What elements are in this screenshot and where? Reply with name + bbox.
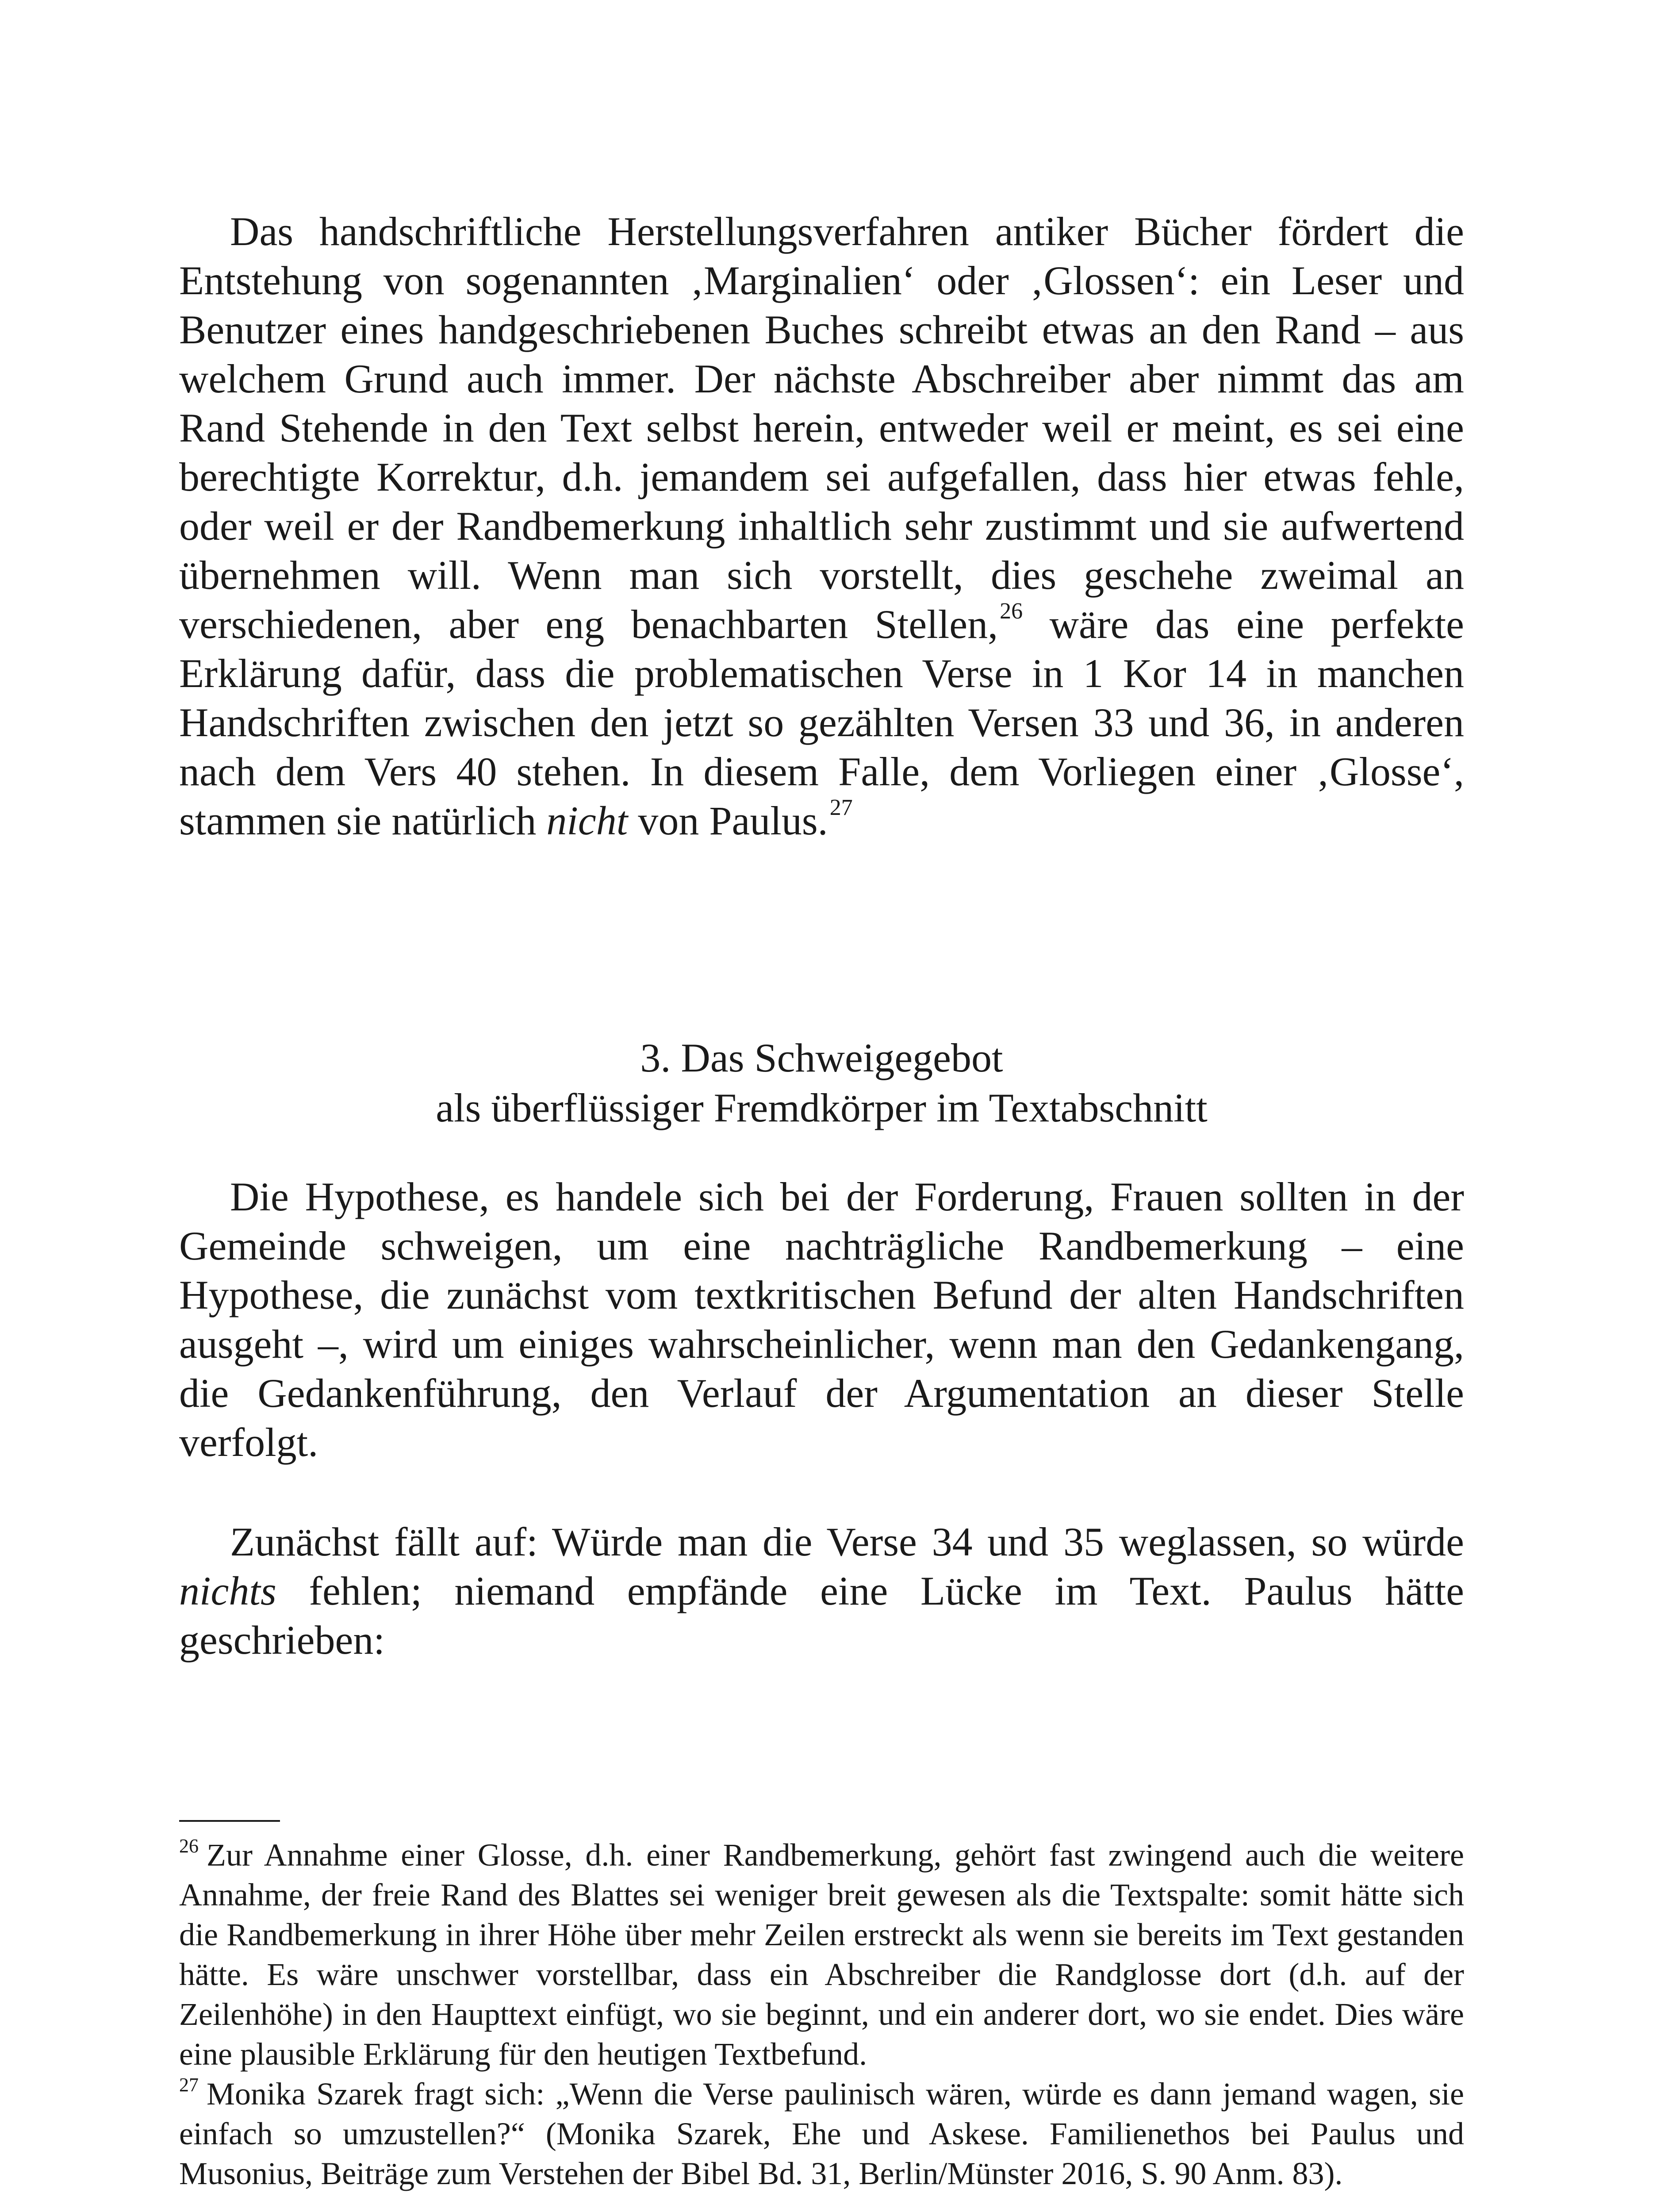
- footnotes-section: [179, 1835, 1464, 2193]
- footnote-26: [179, 1835, 1464, 2074]
- emphasis-text: nicht: [546, 798, 628, 843]
- section-heading: [179, 1033, 1464, 1133]
- footnote-reference-26[interactable]: 26: [1000, 599, 1023, 624]
- section-heading-line-1: 3. Das Schweigegebot: [640, 1035, 1003, 1080]
- section-heading-line-2: als überflüssiger Fremdkörper im Textabschnitt: [436, 1085, 1208, 1130]
- footnote-number: 27: [179, 2074, 199, 2096]
- footnote-text: Monika Szarek fragt sich: „Wenn die Verse paulinisch wären, würde es dann jemand wagen, sie einfach so umzustellen?“ (Monika Szarek, Ehe und Askese. Familienethos bei Paulus und Musonius, Beiträge zum Verstehen der Bibel Bd. 31, Berlin/Münster 2016, S. 90 Anm. 83).: [179, 2076, 1464, 2191]
- footnote-separator: [179, 1820, 280, 1822]
- emphasis-text: nichts: [179, 1568, 276, 1613]
- paragraph-text: Zunächst fällt auf: Würde man die Verse 34 und 35 weglassen, so würde: [230, 1519, 1464, 1564]
- footnote-27: [179, 2074, 1464, 2193]
- paragraph-text: wäre das eine perfekte Erklärung dafür, dass die problematischen Verse in 1 Kor 14 in manchen Handschriften zwischen den jetzt so gezählten Versen 33 und 36, in anderen nach dem Vers 40 stehen. In diesem Falle, dem Vorliegen einer ‚Glosse‘, stammen sie natürlich: [179, 602, 1464, 843]
- body-paragraph-3: [179, 1517, 1464, 1665]
- paragraph-text: fehlen; niemand empfände eine Lücke im Text. Paulus hätte geschrieben:: [179, 1568, 1464, 1663]
- body-paragraph-1: [179, 207, 1464, 845]
- paragraph-text: Das handschriftliche Herstellungsverfahren antiker Bücher fördert die Entstehung von sogenannten ‚Marginalien‘ oder ‚Glossen‘: ein Leser und Benutzer eines handgeschriebenen Buches schreibt etwas an den Rand – aus welchem Grund auch immer. Der nächste Abschreiber aber nimmt das am Rand Stehende in den Text selbst herein, entweder weil er meint, es sei eine berechtigte Korrektur, d.h. jemandem sei aufgefallen, dass hier etwas fehle, oder weil er der Randbemerkung inhaltlich sehr zustimmt und sie aufwertend übernehmen will. Wenn man sich vorstellt, dies geschehe zweimal an verschiedenen, aber eng benachbarten Stellen,: [179, 209, 1464, 647]
- footnote-reference-27[interactable]: 27: [829, 795, 853, 820]
- footnote-number: 26: [179, 1835, 199, 1857]
- paragraph-text: von Paulus.: [628, 798, 828, 843]
- footnote-text: Zur Annahme einer Glosse, d.h. einer Randbemerkung, gehört fast zwingend auch die weitere Annahme, der freie Rand des Blattes sei weniger breit gewesen als die Textspalte: somit hätte sich die Randbemerkung in ihrer Höhe über mehr Zeilen erstreckt als wenn sie bereits im Text gestanden hätte. Es wäre unschwer vorstellbar, dass ein Abschreiber die Randglosse dort (d.h. auf der Zeilenhöhe) in den Haupttext einfügt, wo sie beginnt, und ein anderer dort, wo sie endet. Dies wäre eine plausible Erklärung für den heutigen Textbefund.: [179, 1837, 1464, 2072]
- body-paragraph-2: Die Hypothese, es handele sich bei der Forderung, Frauen sollten in der Gemeinde schweigen, um eine nachträgliche Randbemerkung – eine Hypothese, die zunächst vom textkritischen Befund der alten Handschriften ausgeht –, wird um einiges wahrscheinlicher, wenn man den Gedankengang, die Gedankenführung, den Verlauf der Argumentation an dieser Stelle verfolgt.: [179, 1174, 1464, 1465]
